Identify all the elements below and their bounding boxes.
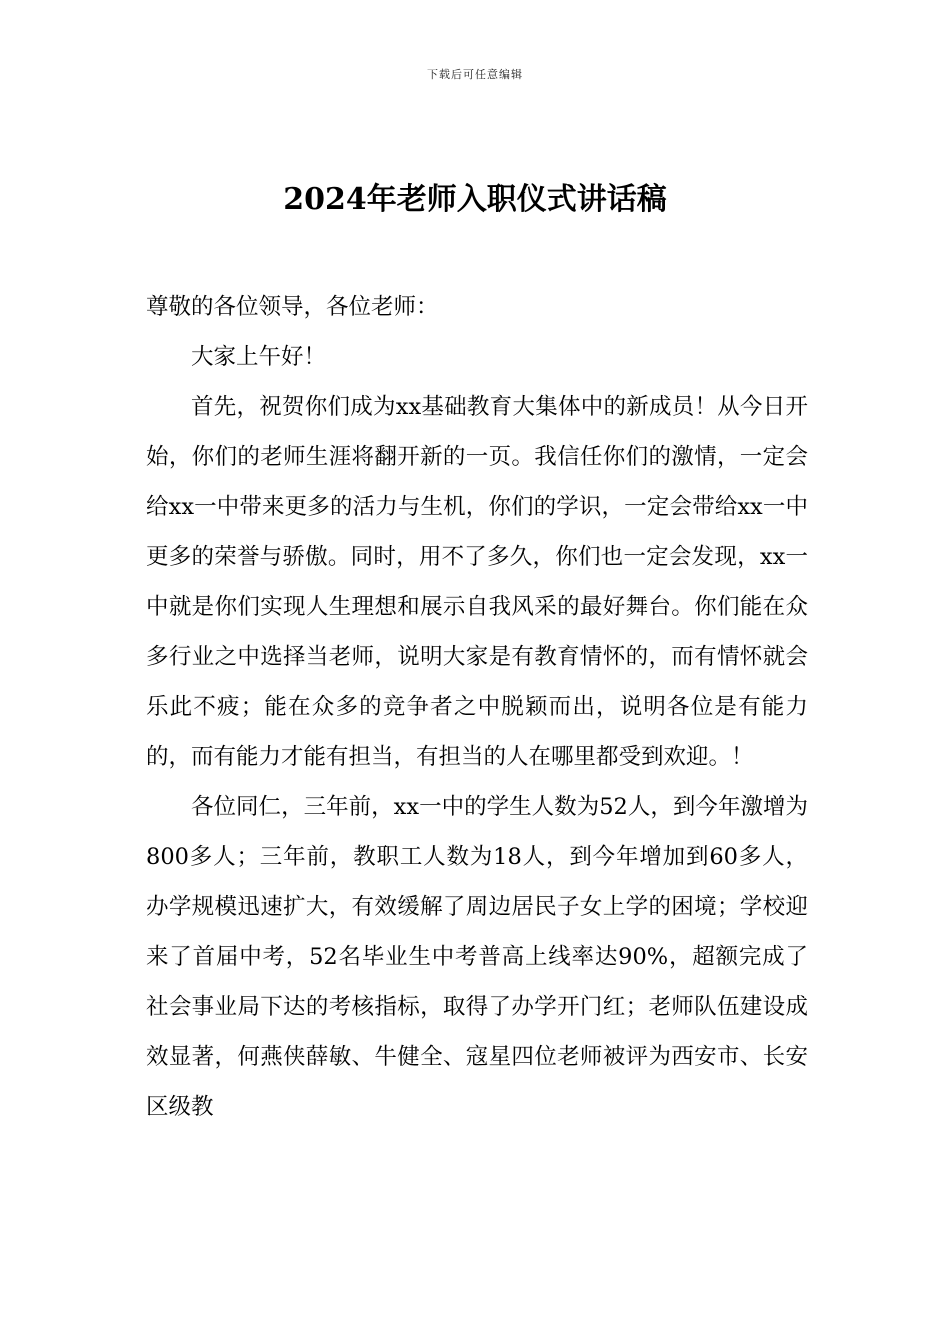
document-body (146, 282, 808, 1132)
salutation: 尊敬的各位领导，各位老师： (146, 294, 439, 320)
page-header-note: 下载后可任意编辑 (427, 68, 523, 81)
document-title: 2024年老师入职仪式讲话稿 (283, 182, 667, 217)
paragraph-greeting: 大家上午好！ (191, 344, 327, 370)
paragraph-achievements: 各位同仁，三年前，xx一中的学生人数为52人，到今年激增为800多人；三年前，教职工人数为18人，到今年增加到60多人，办学规模迅速扩大，有效缓解了周边居民子女上学的困境；学校迎来了首届中考，52名毕业生中考普高上线率达90%，超额完成了社会事业局下达的考核指标，取得了办学开门红；老师队伍建设成效显著，何燕侠薛敏、牛健全、寇星四位老师被评为西安市、长安区级教 (146, 794, 808, 1120)
paragraph-congratulations: 首先，祝贺你们成为xx基础教育大集体中的新成员！从今日开始，你们的老师生涯将翻开新的一页。我信任你们的激情，一定会给xx一中带来更多的活力与生机，你们的学识，一定会带给xx一中更多的荣誉与骄傲。同时，用不了多久，你们也一定会发现，xx一中就是你们实现人生理想和展示自我风采的最好舞台。你们能在众多行业之中选择当老师，说明大家是有教育情怀的，而有情怀就会乐此不疲；能在众多的竞争者之中脱颖而出，说明各位是有能力的，而有能力才能有担当，有担当的人在哪里都受到欢迎。！ (146, 394, 808, 770)
